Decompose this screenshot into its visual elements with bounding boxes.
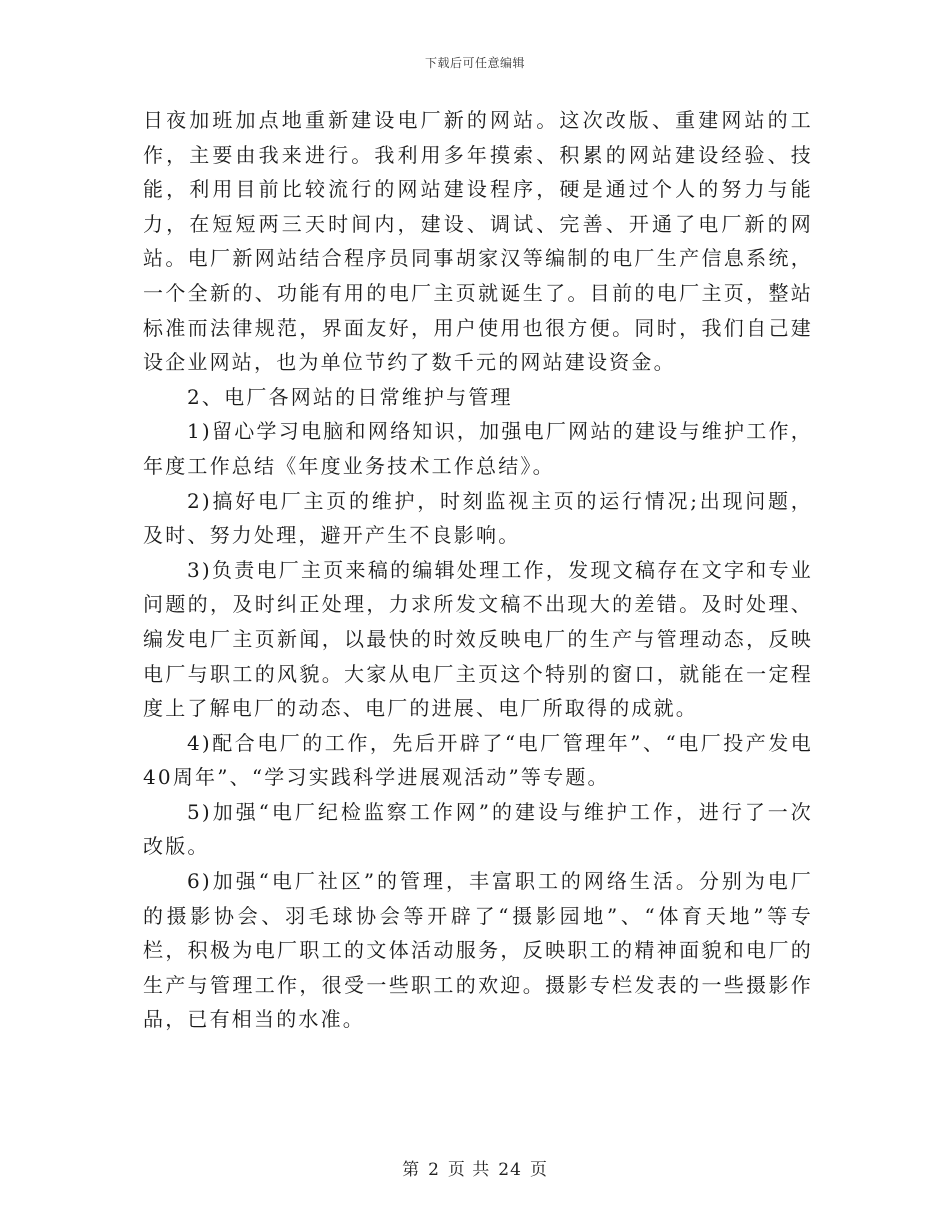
paragraph-continuation: 日夜加班加点地重新建设电厂新的网站。这次改版、重建网站的工作，主要由我来进行。我利用多年摸索、积累的网站建设经验、技能，利用目前比较流行的网站建设程序，硬是通过个人的努力与能力，在短短两三天时间内，建设、调试、完善、开通了电厂新的网站。电厂新网站结合程序员同事胡家汉等编制的电厂生产信息系统，一个全新的、功能有用的电厂主页就诞生了。目前的电厂主页，整站标准而法律规范，界面友好，用户使用也很方便。同时，我们自己建设企业网站，也为单位节约了数千元的网站建设资金。 xyxy=(143,108,813,375)
footer-label-after: 页 xyxy=(529,1160,548,1180)
list-item-3: 3)负责电厂主页来稿的编辑处理工作，发现文稿存在文字和专业问题的，及时纠正处理，力求所发文稿不出现大的差错。及时处理、编发电厂主页新闻，以最快的时效反映电厂的生产与管理动态，反映电厂与职工的风貌。大家从电厂主页这个特别的窗口，就能在一定程度上了解电厂的动态、电厂的进展、电厂所取得的成就。 xyxy=(143,557,813,721)
list-item-1: 1)留心学习电脑和网络知识，加强电厂网站的建设与维护工作，年度工作总结《年度业务技术工作总结》。 xyxy=(143,419,813,478)
total-pages: 24 xyxy=(498,1160,522,1180)
footer-label-mid: 页 共 xyxy=(447,1160,491,1180)
list-item-6: 6)加强“电厂社区”的管理，丰富职工的网络生活。分别为电厂的摄影协会、羽毛球协会等开辟了“摄影园地”、“体育天地”等专栏，积极为电厂职工的文体活动服务，反映职工的精神面貌和电厂的生产与管理工作，很受一些职工的欢迎。摄影专栏发表的一些摄影作品，已有相当的水准。 xyxy=(143,869,813,1032)
section-heading: 2、电厂各网站的日常维护与管理 xyxy=(187,384,513,409)
page-footer xyxy=(0,1155,950,1180)
footer-label-before: 第 xyxy=(402,1160,421,1180)
document-body xyxy=(143,103,813,1037)
list-item-5: 5)加强“电厂纪检监察工作网”的建设与维护工作，进行了一次改版。 xyxy=(143,799,813,859)
list-item-4: 4)配合电厂的工作，先后开辟了“电厂管理年”、“电厂投产发电40周年”、“学习实践科学进展观活动”等专题。 xyxy=(143,730,813,790)
page-number: 2 xyxy=(428,1160,440,1180)
list-item-2: 2)搞好电厂主页的维护，时刻监视主页的运行情况;出现问题，及时、努力处理，避开产生不良影响。 xyxy=(143,488,813,548)
page-header: 下载后可任意编辑 xyxy=(424,56,525,70)
